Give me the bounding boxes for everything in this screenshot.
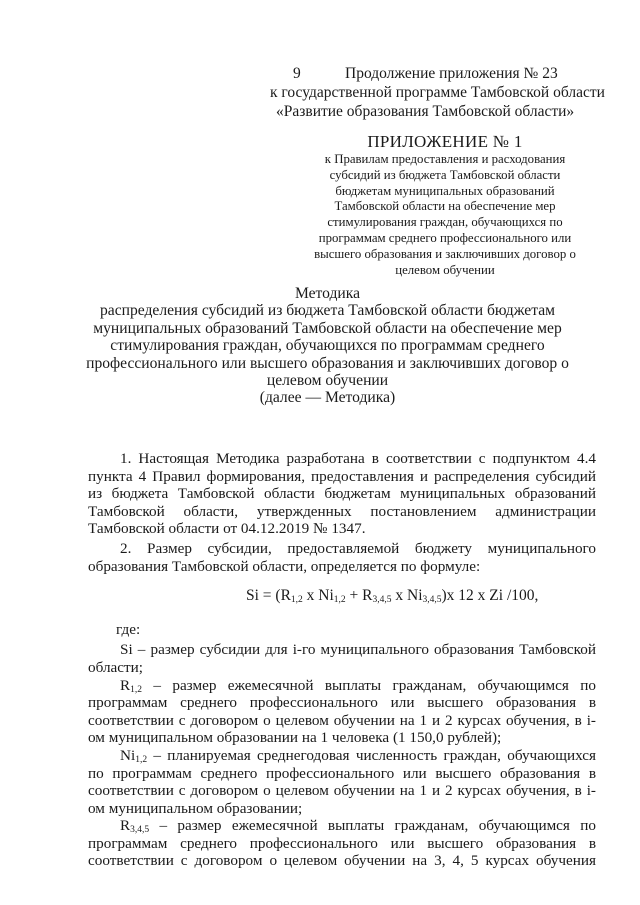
formula-text: x Ni — [391, 587, 423, 605]
appendix-line: к Правилам предоставления и расходования — [324, 152, 566, 166]
header-line-1: Продолжение приложения № 23 — [345, 65, 558, 82]
title-line: стимулирования граждан, обучающихся по программам среднего — [110, 337, 545, 355]
formula-subscript: 1,2 — [290, 595, 303, 606]
definition-symbol: Ni — [120, 746, 136, 764]
definition-text: – размер ежемесячной выплаты гражданам, обучающимся по программам среднего профессионального или высшего образования в соответствии с договором о целевом обучении на 1 и 2 курсах обучения, в i-ом муниципальном образовании на 1 человека (1 150,0 рублей); — [88, 676, 596, 747]
appendix-line: стимулирования граждан, обучающихся по — [327, 215, 563, 230]
formula-text: Si = (R — [246, 587, 291, 605]
formula-text: )x 12 x Zi /100, — [441, 587, 539, 605]
appendix-line: программам среднего профессионального или — [318, 230, 572, 245]
header-line-2: к государственной программе Тамбовской области — [270, 84, 605, 101]
definition-text: – размер ежемесячной выплаты гражданам, обучающимся по программам среднего профессионального или высшего образования в соответствии с договором о целевом обучении на 3, 4, 5 курсах обучения — [88, 817, 596, 870]
definition-ni12 — [88, 747, 596, 817]
title-line: профессионального или высшего образования и заключивших договор о — [86, 354, 569, 372]
header-line-3: «Развитие образования Тамбовской области» — [276, 103, 575, 120]
definition-si: Si – размер субсидии для i-го муниципального образования Тамбовской области; — [88, 641, 596, 676]
appendix-block — [300, 132, 590, 278]
formula-text: + R — [345, 587, 373, 605]
appendix-line: целевом обучении — [395, 262, 495, 277]
definition-subscript: 3,4,5 — [130, 825, 150, 836]
title-line: Методика — [294, 285, 361, 302]
definition-subscript: 1,2 — [135, 754, 148, 765]
document-body — [88, 450, 596, 870]
page-number: 9 — [293, 65, 301, 82]
subsidy-formula — [88, 587, 596, 605]
appendix-title: ПРИЛОЖЕНИЕ № 1 — [367, 132, 523, 151]
formula-subscript: 3,4,5 — [422, 595, 442, 606]
formula-subscript: 3,4,5 — [372, 595, 392, 606]
definition-symbol: R — [120, 676, 131, 694]
paragraph-1: 1. Настоящая Методика разработана в соответствии с подпунктом 4.4 пункта 4 Правил формирования, предоставления и распределения субсидий из бюджета Тамбовской области бюджетам муниципальных образований Тамбовской области, утвержденных постановлением администрации Тамбовской области от 04.12.2019 № 1347. — [88, 450, 596, 538]
title-line: (далее — Методика) — [259, 389, 396, 407]
definition-subscript: 1,2 — [130, 684, 143, 695]
document-title — [80, 285, 575, 407]
appendix-line: высшего образования и заключивших договор о — [314, 246, 576, 261]
where-label: где: — [116, 620, 141, 638]
appendix-line: Тамбовской области на обеспечение мер — [334, 199, 556, 214]
appendix-line: бюджетам муниципальных образований — [335, 183, 555, 198]
definition-r12 — [88, 677, 596, 747]
definition-text: – планируемая среднегодовая численность граждан, обучающихся по программам среднего профессионального или высшего образования в соответствии с договором о целевом обучении на 1 и 2 курсах обучения, в i-ом муниципальном образовании; — [88, 746, 596, 817]
title-line: целевом обучении — [266, 372, 389, 390]
appendix-line: субсидий из бюджета Тамбовской области — [329, 167, 561, 182]
formula-text: x Ni — [302, 587, 334, 605]
title-line: распределения субсидий из бюджета Тамбовской области бюджетам — [100, 302, 555, 320]
paragraph-2: 2. Размер субсидии, предоставляемой бюджету муниципального образования Тамбовской области, определяется по формуле: — [88, 539, 596, 575]
definition-r345 — [88, 817, 596, 870]
definition-symbol: R — [120, 817, 131, 835]
title-line: муниципальных образований Тамбовской области на обеспечение мер — [93, 319, 562, 337]
formula-subscript: 1,2 — [333, 595, 346, 606]
